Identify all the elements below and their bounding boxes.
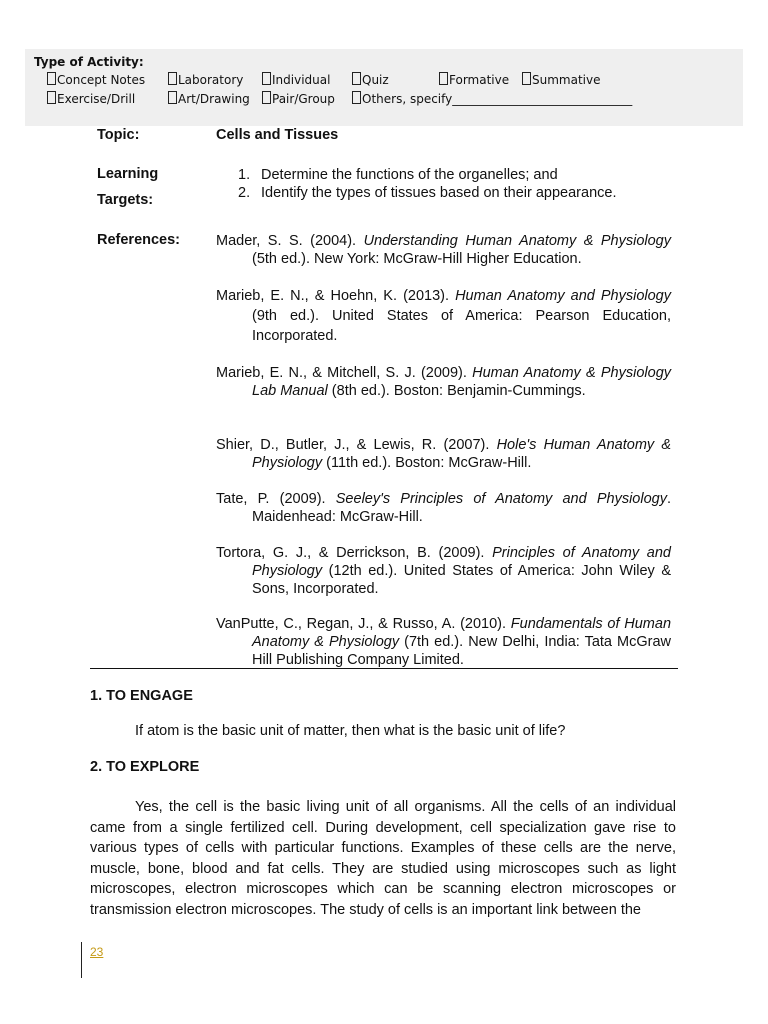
learning-target-item: 2. Identify the types of tissues based on their appearance.: [238, 185, 617, 201]
reference-item: Tate, P. (2009). Seeley's Principles of Anatomy and Physiology. Maidenhead: McGraw-Hill.: [216, 491, 672, 525]
reference-item: Marieb, E. N., & Mitchell, S. J. (2009). Human Anatomy & Physiology Lab Manual (8th ed.). Boston: Benjamin-Cummings.: [216, 365, 672, 399]
explore-text: Yes, the cell is the basic living unit of all organisms. All the cells of an individual came from a single fertilized cell. During development, cell specialization gave rise to various types of cells with particular functions. Examples of these cells are the nerve, muscle, bone, blood and fat cells. They are studied using microscopes such as light microscopes, electron microscopes which can be scanning electron microscopes or transmission electron microscopes. The study of cells is an important link between the: [90, 799, 676, 918]
reference-item: Mader, S. S. (2004). Understanding Human Anatomy & Physiology (5th ed.). New York: McGraw-Hill Higher Education.: [216, 233, 671, 267]
learning-targets-label-line1: Learning: [97, 166, 159, 182]
topic-label: Topic:: [97, 127, 140, 143]
checkbox-icon[interactable]: [262, 91, 271, 104]
reference-item: Marieb, E. N., & Hoehn, K. (2013). Human Anatomy and Physiology (9th ed.). United States of America: Pearson Education, Incorporated.: [216, 288, 671, 344]
option-concept-notes[interactable]: Concept Notes: [47, 72, 145, 87]
reference-item: VanPutte, C., Regan, J., & Russo, A. (2010). Fundamentals of Human Anatomy & Physiology (7th ed.). New Delhi, India: Tata McGraw Hill Publishing Company Limited.: [216, 616, 672, 668]
option-others-specify[interactable]: Others, specify______________________________: [352, 91, 632, 106]
option-laboratory[interactable]: Laboratory: [168, 72, 243, 87]
checkbox-icon[interactable]: [522, 72, 531, 85]
option-quiz[interactable]: Quiz: [352, 72, 389, 87]
checkbox-icon[interactable]: [168, 72, 177, 85]
option-individual[interactable]: Individual: [262, 72, 330, 87]
learning-target-item: 1. Determine the functions of the organelles; and: [238, 167, 558, 183]
section-divider: [90, 668, 678, 669]
checkbox-icon[interactable]: [352, 91, 361, 104]
references-label: References:: [97, 232, 181, 248]
option-exercise-drill[interactable]: Exercise/Drill: [47, 91, 135, 106]
engage-text: If atom is the basic unit of matter, then what is the basic unit of life?: [135, 723, 566, 739]
checkbox-icon[interactable]: [352, 72, 361, 85]
option-pair-group[interactable]: Pair/Group: [262, 91, 335, 106]
option-art-drawing[interactable]: Art/Drawing: [168, 91, 250, 106]
checkbox-icon[interactable]: [262, 72, 271, 85]
page-number: 23: [90, 945, 104, 959]
learning-targets-label-line2: Targets:: [97, 192, 154, 208]
page-number-bar: [81, 942, 82, 978]
activity-type-title: Type of Activity:: [34, 55, 144, 69]
reference-item: Tortora, G. J., & Derrickson, B. (2009). Principles of Anatomy and Physiology (12th ed.). United States of America: John Wiley & Sons, Incorporated.: [216, 545, 671, 597]
explore-heading: 2. TO EXPLORE: [90, 759, 200, 775]
activity-type-box: [25, 49, 743, 126]
topic-value: Cells and Tissues: [216, 127, 339, 143]
checkbox-icon[interactable]: [168, 91, 177, 104]
option-summative[interactable]: Summative: [522, 72, 600, 87]
checkbox-icon[interactable]: [439, 72, 448, 85]
learning-targets-list: [216, 166, 676, 202]
engage-heading: 1. TO ENGAGE: [90, 688, 193, 704]
checkbox-icon[interactable]: [47, 91, 56, 104]
checkbox-icon[interactable]: [47, 72, 56, 85]
option-formative[interactable]: Formative: [439, 72, 509, 87]
reference-item: Shier, D., Butler, J., & Lewis, R. (2007). Hole's Human Anatomy & Physiology (11th ed.). Boston: McGraw-Hill.: [216, 437, 671, 471]
